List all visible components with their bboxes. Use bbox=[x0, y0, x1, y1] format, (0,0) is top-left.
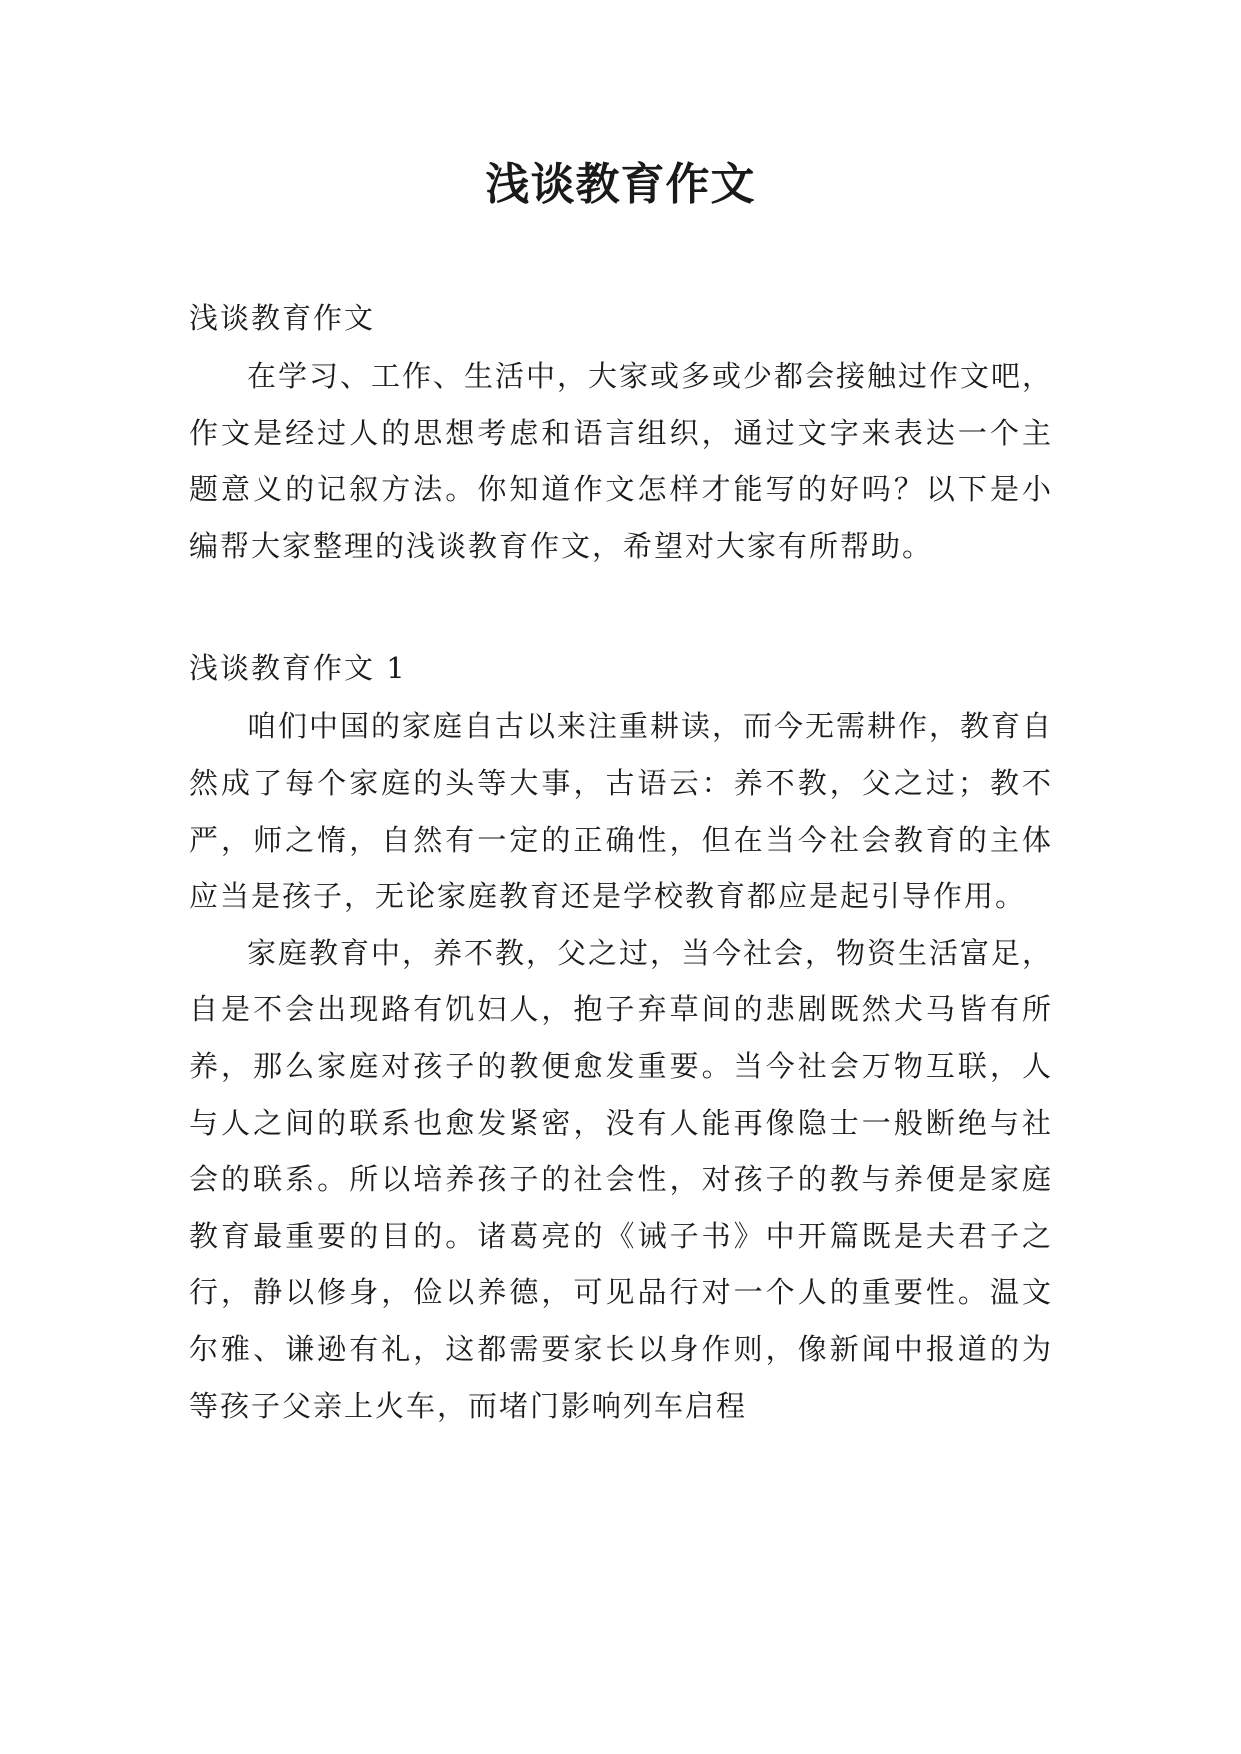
section-1-heading: 浅谈教育作文 1 bbox=[189, 651, 407, 686]
document-body bbox=[189, 290, 1053, 1434]
document-title: 浅谈教育作文 bbox=[485, 159, 756, 210]
section-1-paragraph-2: 家庭教育中，养不教，父之过，当今社会，物资生活富足，自是不会出现路有饥妇人，抱子弃草间的悲剧既然犬马皆有所养，那么家庭对孩子的教便愈发重要。当今社会万物互联，人与人之间的联系也愈发紧密，没有人能再像隐士一般断绝与社会的联系。所以培养孩子的社会性，对孩子的教与养便是家庭教育最重要的目的。诸葛亮的《诫子书》中开篇既是夫君子之行，静以修身，俭以养德，可见品行对一个人的重要性。温文尔雅、谦逊有礼，这都需要家长以身作则，像新闻中报道的为等孩子父亲上火车，而堵门影响列车启程 bbox=[189, 935, 1054, 1423]
section-spacer bbox=[189, 574, 1053, 630]
intro-heading: 浅谈教育作文 bbox=[189, 301, 376, 335]
section-1-paragraph-1: 咱们中国的家庭自古以来注重耕读，而今无需耕作，教育自然成了每个家庭的头等大事，古语云：养不教，父之过；教不严，师之惰，自然有一定的正确性，但在当今社会教育的主体应当是孩子，无论家庭教育还是学校教育都应是起引导作用。 bbox=[189, 709, 1054, 914]
intro-paragraph: 在学习、工作、生活中，大家或多或少都会接触过作文吧，作文是经过人的思想考虑和语言组织，通过文字来表达一个主题意义的记叙方法。你知道作文怎样才能写的好吗？以下是小编帮大家整理的浅谈教育作文，希望对大家有所帮助。 bbox=[189, 359, 1054, 563]
